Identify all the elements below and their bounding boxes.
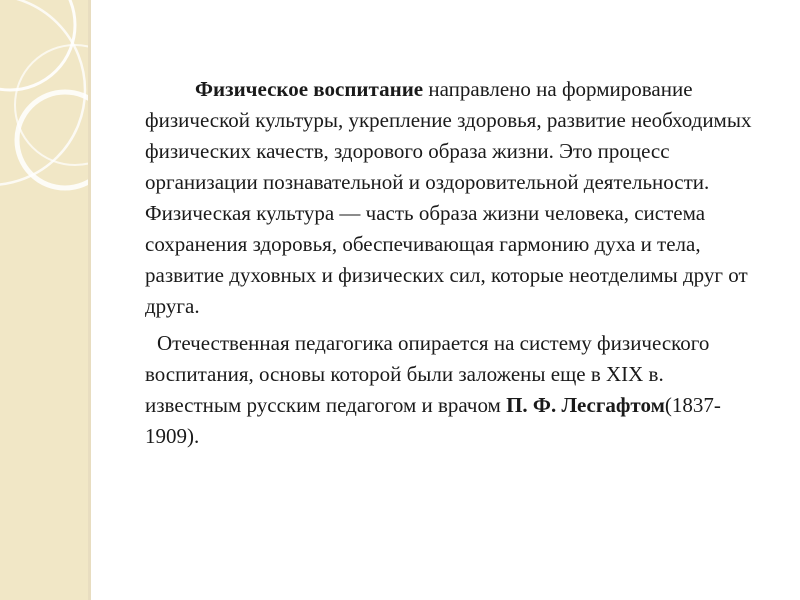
paragraph-physical-education — [145, 74, 755, 322]
bold-name: П. Ф. Лесгафтом — [506, 393, 665, 417]
decorative-side-band — [0, 0, 88, 600]
decorative-rings-icon — [0, 0, 88, 600]
paragraph-text: направлено на формирование физической культуры, укрепление здоровья, развитие необходимых физических качеств, здорового образа жизни. Это процесс организации познавательной и оздоровительной деятельности. Физическая культура — часть образа жизни человека, система сохранения здоровья, обеспечивающая гармонию духа и тела, развитие духовных и физических сил, которые неотделимы друг от друга. — [145, 77, 752, 318]
bold-term: Физическое воспитание — [195, 77, 424, 101]
side-divider — [88, 0, 91, 600]
paragraph-text: Отечественная педагогика опирается на систему физического воспитания, основы которой были заложены еще в XIX в. известным русским педагогом и врачом — [145, 331, 710, 417]
years-text: (1837-1909). — [145, 393, 721, 448]
paragraph-lesgaft — [145, 328, 755, 452]
slide-body — [145, 74, 755, 452]
